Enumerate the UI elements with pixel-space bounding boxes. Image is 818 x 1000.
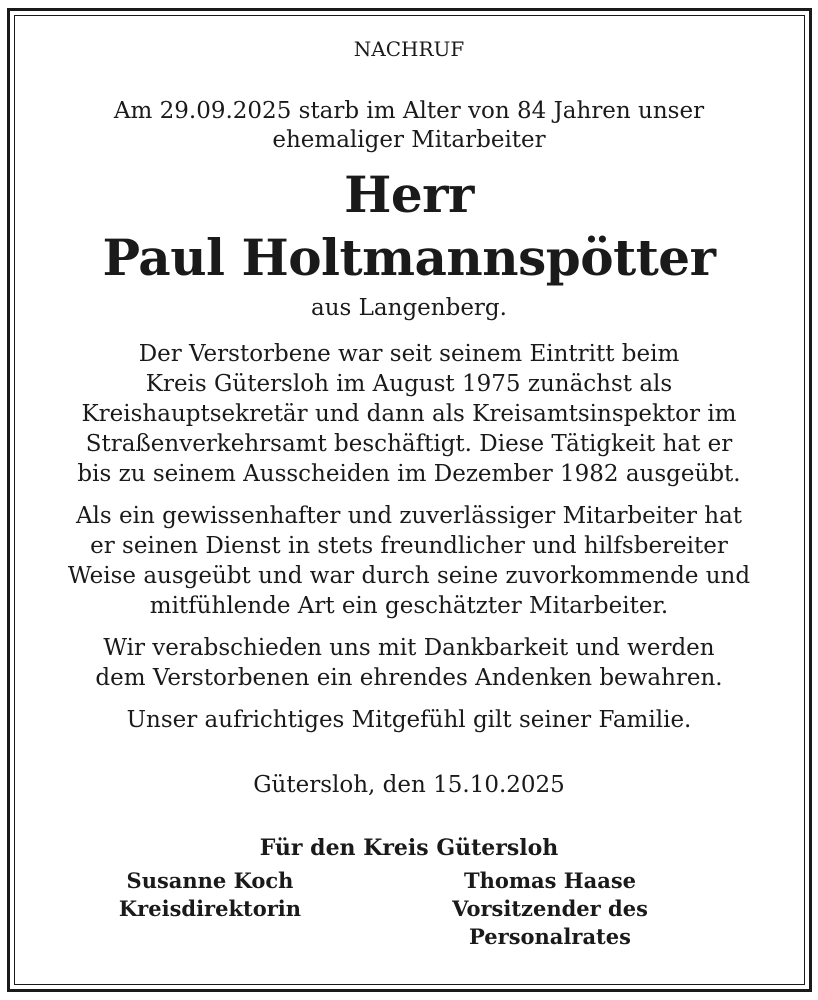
signature-block xyxy=(30,867,788,957)
paragraph-line: Kreishauptsekretär und dann als Kreisamtsinspektor im xyxy=(81,401,737,427)
signatory-name: Susanne Koch xyxy=(126,868,294,893)
paragraph-line: Straßenverkehrsamt beschäftigt. Diese Tätigkeit hat er xyxy=(85,431,733,457)
signatory-name: Thomas Haase xyxy=(463,868,637,893)
intro-line: Am 29.09.2025 starb im Alter von 84 Jahren unser xyxy=(113,98,705,124)
notice-heading: NACHRUF xyxy=(353,37,465,61)
character-paragraph xyxy=(30,501,788,621)
salutation: Herr xyxy=(344,165,474,224)
signatory xyxy=(100,867,320,923)
farewell-paragraph xyxy=(30,633,788,693)
hometown: aus Langenberg. xyxy=(311,295,507,321)
signatory-title: Personalrates xyxy=(469,924,631,949)
paragraph-line: dem Verstorbenen ein ehrendes Andenken bewahren. xyxy=(95,665,723,691)
organization-name: Für den Kreis Gütersloh xyxy=(259,835,559,861)
paragraph-line: Unser aufrichtiges Mitgefühl gilt seiner Familie. xyxy=(126,707,692,733)
deceased-name-block xyxy=(30,163,788,289)
signatory-title: Vorsitzender des xyxy=(452,896,648,921)
paragraph-line: Weise ausgeübt und war durch seine zuvorkommende und xyxy=(67,563,751,589)
paragraph-line: er seinen Dienst in stets freundlicher und hilfsbereiter xyxy=(90,533,728,559)
signatory-title: Kreisdirektorin xyxy=(118,896,302,921)
paragraph-line: Wir verabschieden uns mit Dankbarkeit und werden xyxy=(103,635,715,661)
career-paragraph xyxy=(30,339,788,489)
paragraph-line: bis zu seinem Ausscheiden im Dezember 1982 ausgeübt. xyxy=(77,461,741,487)
obituary-notice xyxy=(30,36,788,957)
intro-line: ehemaliger Mitarbeiter xyxy=(272,127,546,153)
signatory xyxy=(410,867,690,951)
intro-text xyxy=(30,97,788,155)
paragraph-line: Der Verstorbene war seit seinem Eintritt beim xyxy=(138,341,680,367)
paragraph-line: mitfühlende Art ein geschätzter Mitarbeiter. xyxy=(149,593,669,619)
place-and-date: Gütersloh, den 15.10.2025 xyxy=(253,772,565,798)
paragraph-line: Als ein gewissenhafter und zuverlässiger Mitarbeiter hat xyxy=(75,503,743,529)
condolence-paragraph xyxy=(30,705,788,735)
paragraph-line: Kreis Gütersloh im August 1975 zunächst als xyxy=(145,371,673,397)
deceased-full-name: Paul Holtmannspötter xyxy=(102,228,716,287)
